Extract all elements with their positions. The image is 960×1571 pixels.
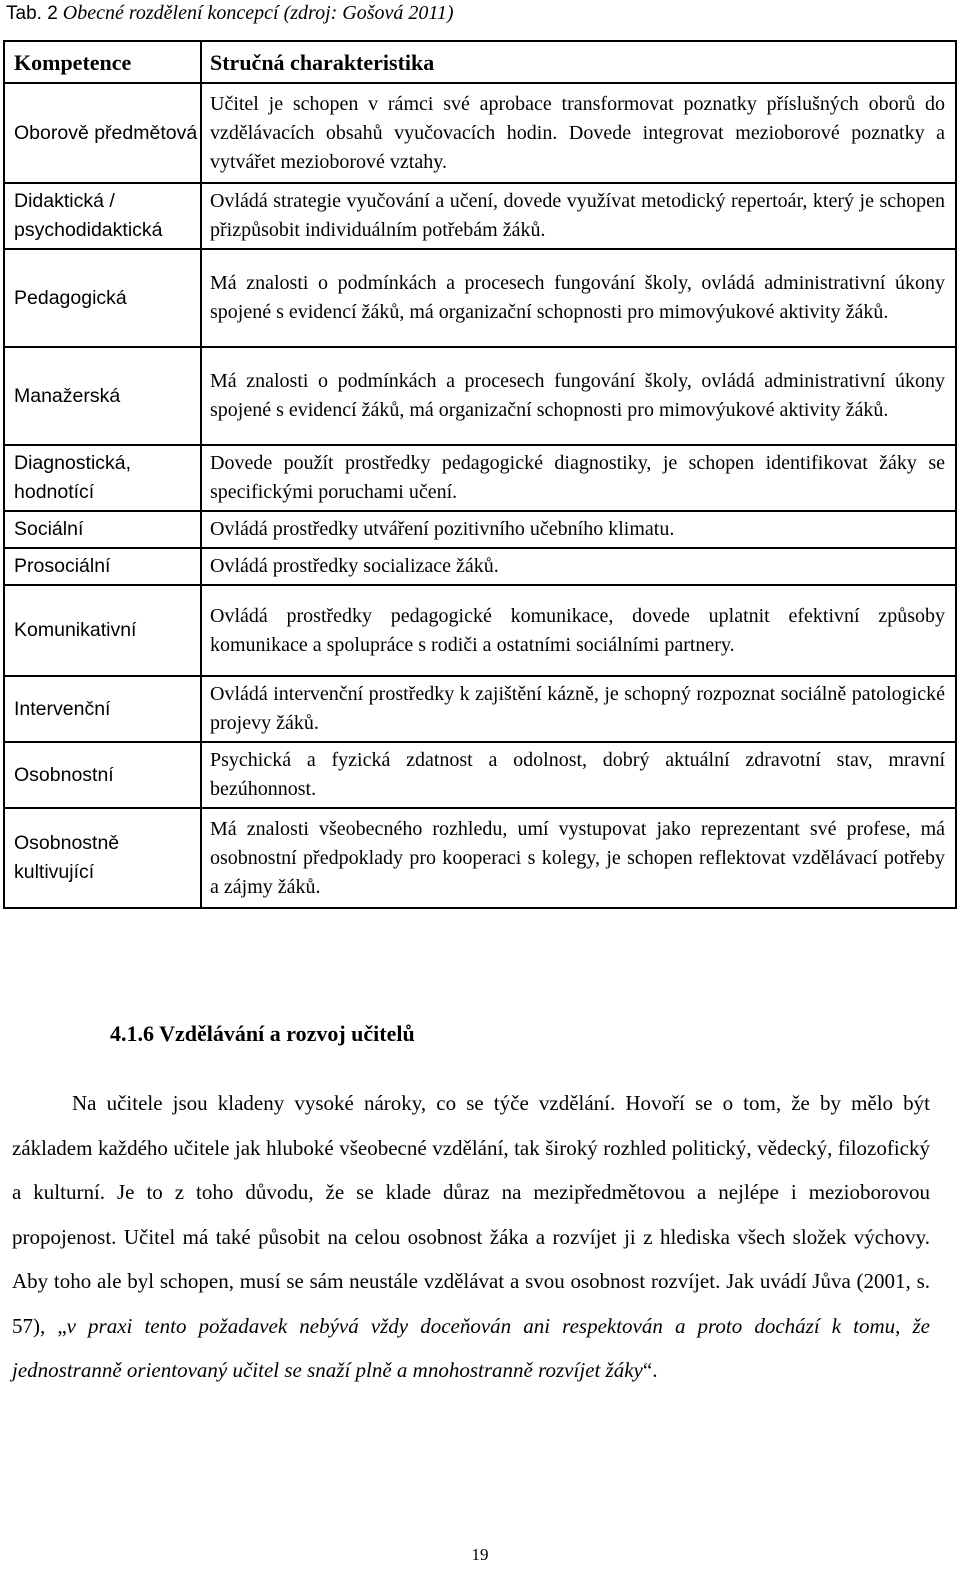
table-row: [4, 249, 956, 347]
competence-description: Ovládá intervenční prostředky k zajištění kázně, je schopný rozpoznat sociálně patologické projevy žáků.: [201, 676, 956, 742]
table-row: [4, 742, 956, 808]
competence-name: Didaktická / psychodidaktická: [4, 183, 201, 249]
header-characteristic: Stručná charakteristika: [201, 41, 956, 83]
competence-description: Ovládá prostředky pedagogické komunikace, dovede uplatnit efektivní způsoby komunikace a spolupráce s rodiči a ostatními sociálními partnery.: [201, 585, 956, 676]
paragraph-quote-end: “.: [642, 1358, 658, 1382]
table-row: [4, 347, 956, 445]
table-header-row: [4, 41, 956, 83]
competence-name: Sociální: [4, 511, 201, 548]
competence-description: Má znalosti o podmínkách a procesech fungování školy, ovládá administrativní úkony spojené s evidencí žáků, má organizační schopnosti pro mimovýukové aktivity žáků.: [201, 347, 956, 445]
table-caption: [6, 0, 454, 27]
competence-description: Dovede použít prostředky pedagogické diagnostiky, je schopen identifikovat žáky se specifickými poruchami učení.: [201, 445, 956, 511]
competence-description: Má znalosti o podmínkách a procesech fungování školy, ovládá administrativní úkony spojené s evidencí žáků, má organizační schopnosti pro mimovýukové aktivity žáků.: [201, 249, 956, 347]
page-number: 19: [471, 1545, 489, 1564]
body-paragraph: [12, 1081, 930, 1393]
competence-description: Ovládá strategie vyučování a učení, dovede využívat metodický repertoár, který je schopen přizpůsobit individuálním potřebám žáků.: [201, 183, 956, 249]
table-row: [4, 585, 956, 676]
competence-description: Učitel je schopen v rámci své aprobace transformovat poznatky příslušných oborů do vzdělávacích obsahů vyučovacích hodin. Dovede integrovat mezioborové poznatky a vytvářet mezioborové vztahy.: [201, 83, 956, 183]
table-row: [4, 83, 956, 183]
table-row: [4, 445, 956, 511]
competence-description: Ovládá prostředky socializace žáků.: [201, 548, 956, 585]
competence-name: Oborově předmětová: [4, 83, 201, 183]
section-heading: 4.1.6 Vzdělávání a rozvoj učitelů: [110, 1021, 415, 1046]
table-row: [4, 548, 956, 585]
competence-name: Pedagogická: [4, 249, 201, 347]
competence-name: Intervenční: [4, 676, 201, 742]
table-row: [4, 808, 956, 908]
competence-description: Psychická a fyzická zdatnost a odolnost, dobrý aktuální zdravotní stav, mravní bezúhonnost.: [201, 742, 956, 808]
table-caption-label: Tab. 2: [6, 3, 58, 24]
table-caption-title: Obecné rozdělení koncepcí (zdroj: Gošová 2011): [62, 2, 454, 24]
competence-description: Má znalosti všeobecného rozhledu, umí vystupovat jako reprezentant své profese, má osobnostní předpoklady pro kooperaci s kolegy, je schopen reflektovat vzdělávací potřeby a zájmy žáků.: [201, 808, 956, 908]
table-row: [4, 676, 956, 742]
competence-description: Ovládá prostředky utváření pozitivního učebního klimatu.: [201, 511, 956, 548]
paragraph-quote: v praxi tento požadavek nebývá vždy doceňován ani respektován a proto dochází k tomu, že jednostranně orientovaný učitel se snaží plně a mnohostranně rozvíjet žáky: [12, 1313, 930, 1382]
competence-name: Prosociální: [4, 548, 201, 585]
competence-name: Osobnostní: [4, 742, 201, 808]
competence-name: Komunikativní: [4, 585, 201, 676]
header-competence: Kompetence: [4, 41, 201, 83]
table-row: [4, 183, 956, 249]
table-row: [4, 511, 956, 548]
paragraph-text: Na učitele jsou kladeny vysoké nároky, co se týče vzdělání. Hovoří se o tom, že by mělo být základem každého učitele jak hluboké všeobecné vzdělání, tak široký rozhled politický, vědecký, filozofický a kulturní. Je to z toho důvodu, že se klade důraz na mezipředmětovou a nejlépe i mezioborovou propojenost. Učitel má také působit na celou osobnost žáka a rozvíjet ji z hlediska všech složek výchovy. Aby toho ale byl schopen, musí se sám neustále vzdělávat a svou osobnost rozvíjet. Jak uvádí Jůva (2001, s. 57), „: [12, 1091, 930, 1338]
competence-name: Osobnostně kultivující: [4, 808, 201, 908]
competence-name: Manažerská: [4, 347, 201, 445]
competence-name: Diagnostická, hodnotící: [4, 445, 201, 511]
competence-table: [3, 40, 957, 909]
